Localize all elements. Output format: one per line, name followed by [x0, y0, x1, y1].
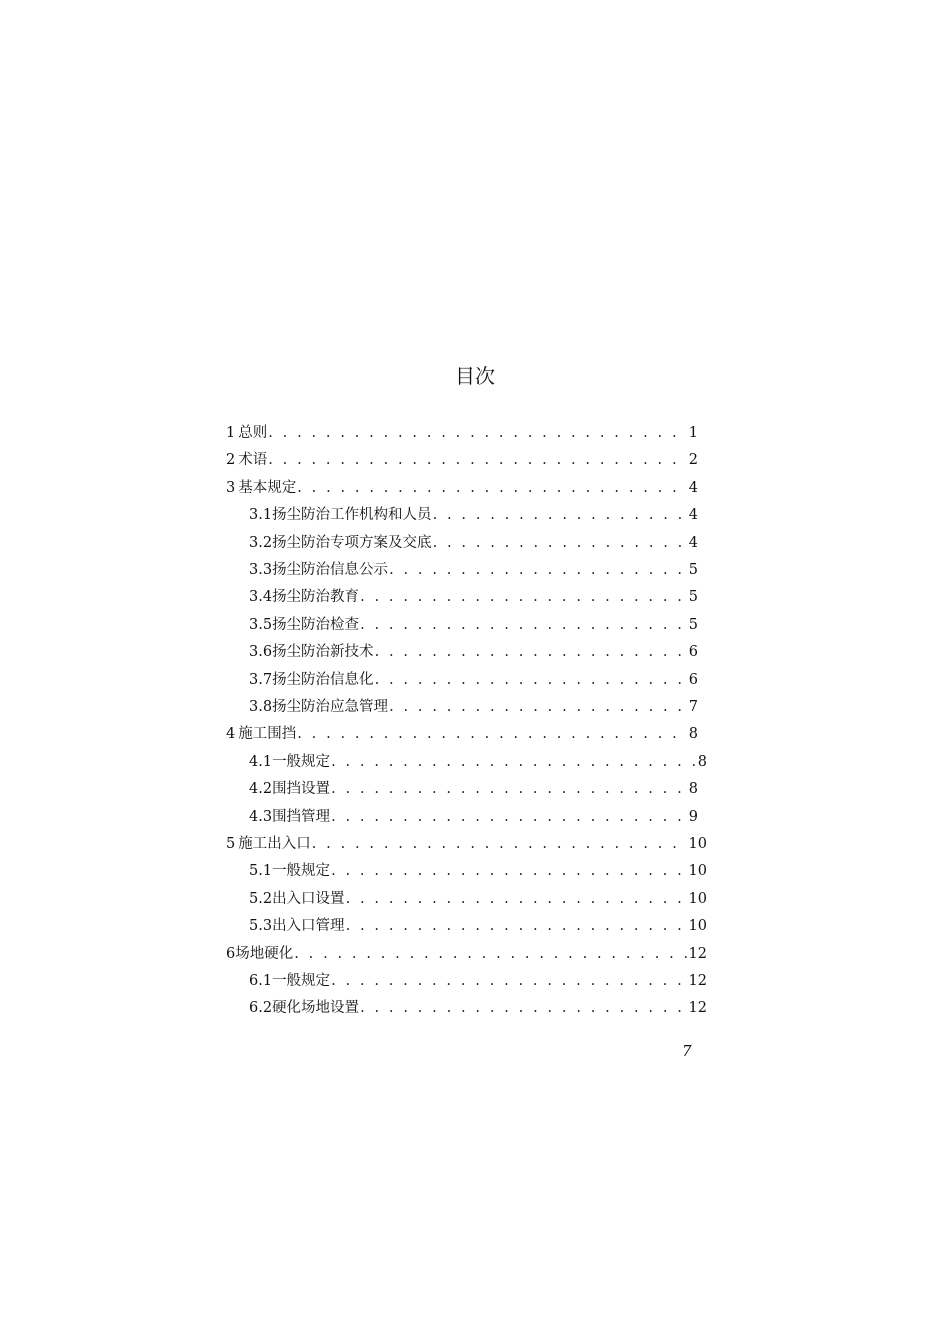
toc-entry-page: 10 — [688, 863, 707, 880]
toc-entry-page: 4 — [688, 479, 698, 496]
toc-entry-number: 4.1 — [249, 753, 273, 770]
toc-entry-number: 5.3 — [249, 918, 273, 935]
toc-entry-title: 总则 — [238, 425, 268, 441]
toc-entry-title: 基本规定 — [238, 479, 297, 496]
toc-entry[interactable] — [226, 475, 698, 502]
toc-entry[interactable] — [249, 584, 698, 611]
dot-leader — [311, 831, 687, 858]
dot-leader — [374, 667, 687, 694]
toc-entry[interactable] — [226, 420, 698, 447]
toc-entry-number: 6.2 — [249, 1000, 273, 1017]
toc-entry-page: 6 — [688, 671, 698, 688]
toc-entry[interactable] — [249, 913, 707, 940]
dot-leader — [330, 804, 687, 831]
toc-entry-title: 出入口管理 — [272, 918, 345, 935]
toc-entry[interactable] — [226, 831, 707, 858]
toc-entry-title: 扬尘防治应急管理 — [272, 699, 389, 715]
toc-entry-page: 1 — [688, 425, 698, 441]
toc-entry-title: 扬尘防治工作机构和人员 — [272, 507, 432, 524]
toc-entry[interactable] — [226, 447, 698, 474]
toc-entry[interactable] — [249, 639, 698, 666]
toc-entry-number: 3.1 — [249, 507, 273, 524]
toc-entry-page: 10 — [688, 918, 707, 935]
toc-entry-page: 9 — [688, 808, 698, 825]
toc-entry-title: 围挡设置 — [272, 781, 331, 798]
toc-entry-page: 10 — [688, 836, 707, 852]
toc-entry-page: 5 — [688, 589, 698, 606]
dot-leader — [359, 612, 687, 639]
toc-entry[interactable] — [249, 694, 698, 721]
toc-entry-title: 术语 — [238, 452, 268, 469]
dot-leader — [432, 502, 687, 529]
toc-entry-number: 3.8 — [249, 699, 273, 715]
toc-entry-page: 5 — [688, 562, 698, 578]
toc-entry-number: 4.3 — [249, 808, 273, 825]
toc-entry-page: 5 — [688, 616, 698, 633]
toc-entry[interactable] — [249, 612, 698, 639]
dot-leader — [267, 447, 687, 474]
toc-entry-number: 3.4 — [249, 589, 273, 606]
toc-entry-title: 一般规定 — [272, 753, 331, 770]
dot-leader — [330, 968, 686, 995]
dot-leader — [293, 941, 686, 968]
dot-leader — [374, 639, 687, 666]
toc-entry-title: 施工出入口 — [238, 836, 311, 852]
toc-entry-number: 3.3 — [249, 562, 273, 578]
toc-entry-number: 3.6 — [249, 644, 273, 661]
toc-entry[interactable] — [226, 721, 698, 748]
dot-leader — [388, 557, 687, 584]
toc-entry-page: 12 — [688, 1000, 707, 1017]
dot-leader — [267, 420, 687, 447]
dot-leader — [296, 721, 687, 748]
toc-entry[interactable] — [249, 530, 698, 557]
page-title: 目次 — [455, 364, 495, 388]
toc-entry-number: 3.2 — [249, 534, 273, 551]
toc-entry-title: 一般规定 — [272, 863, 331, 880]
toc-entry-title: 扬尘防治专项方案及交底 — [272, 534, 432, 551]
toc-entry-page: 4 — [688, 507, 698, 524]
toc-entry-page: 4 — [688, 534, 698, 551]
page-number: 7 — [682, 1042, 692, 1060]
toc-entry-page: 6 — [688, 644, 698, 661]
toc-entry-title: 扬尘防治信息公示 — [272, 562, 389, 578]
toc-entry-number: 2 — [226, 452, 236, 469]
dot-leader — [432, 530, 687, 557]
toc-entry-number: 5 — [226, 836, 236, 852]
toc-entry-number: 5.1 — [249, 863, 273, 880]
toc-entry[interactable] — [249, 968, 707, 995]
toc-entry[interactable] — [249, 502, 698, 529]
dot-leader — [330, 776, 687, 803]
toc-entry-number: 3 — [226, 479, 236, 496]
toc-entry-title: 一般规定 — [272, 973, 331, 989]
toc-entry-number: 1 — [226, 425, 236, 441]
toc-entry-page: 7 — [688, 699, 698, 715]
dot-leader — [359, 995, 686, 1022]
toc-entry-page: 12 — [688, 973, 707, 989]
toc-entry[interactable] — [249, 804, 698, 831]
dot-leader — [345, 913, 687, 940]
toc-entry-number: 3.5 — [249, 616, 273, 633]
toc-entry-title: 施工围挡 — [238, 726, 297, 743]
dot-leader — [345, 886, 687, 913]
toc-entry-page: 8 — [697, 753, 707, 770]
dot-leader — [330, 858, 686, 885]
toc-entry[interactable] — [226, 941, 707, 968]
toc-entry-title: 扬尘防治检查 — [272, 616, 360, 633]
toc-entry-title: 围挡管理 — [272, 808, 331, 825]
toc-entry-title: 出入口设置 — [272, 890, 345, 907]
toc-entry-page: 2 — [688, 452, 698, 469]
toc-entry[interactable] — [249, 749, 707, 776]
toc-entry-number: 5.2 — [249, 890, 273, 907]
toc-entry-title: 场地硬化 — [235, 945, 294, 962]
toc-entry-page: 8 — [688, 781, 698, 798]
dot-leader — [330, 749, 696, 776]
toc-entry[interactable] — [249, 557, 698, 584]
toc-entry-number: 4.2 — [249, 781, 273, 798]
toc-entry-number: 3.7 — [249, 671, 273, 688]
toc-entry-title: 硬化场地设置 — [272, 1000, 360, 1017]
toc-entry-number: 4 — [226, 726, 236, 743]
dot-leader — [388, 694, 687, 721]
toc-entry-number: 6.1 — [249, 973, 273, 989]
dot-leader — [296, 475, 687, 502]
toc-entry[interactable] — [249, 858, 707, 885]
toc-entry-page: 12 — [688, 945, 707, 962]
toc-entry[interactable] — [249, 667, 698, 694]
dot-leader — [359, 584, 687, 611]
toc-entry[interactable] — [249, 776, 698, 803]
toc-entry-title: 扬尘防治信息化 — [272, 671, 374, 688]
toc-entry-title: 扬尘防治新技术 — [272, 644, 374, 661]
toc-entry-number: 6 — [226, 945, 236, 962]
toc-entry[interactable] — [249, 886, 707, 913]
toc-entry[interactable] — [249, 995, 707, 1022]
toc-entry-title: 扬尘防治教育 — [272, 589, 360, 606]
toc-entry-page: 8 — [688, 726, 698, 743]
toc-entry-page: 10 — [688, 890, 707, 907]
